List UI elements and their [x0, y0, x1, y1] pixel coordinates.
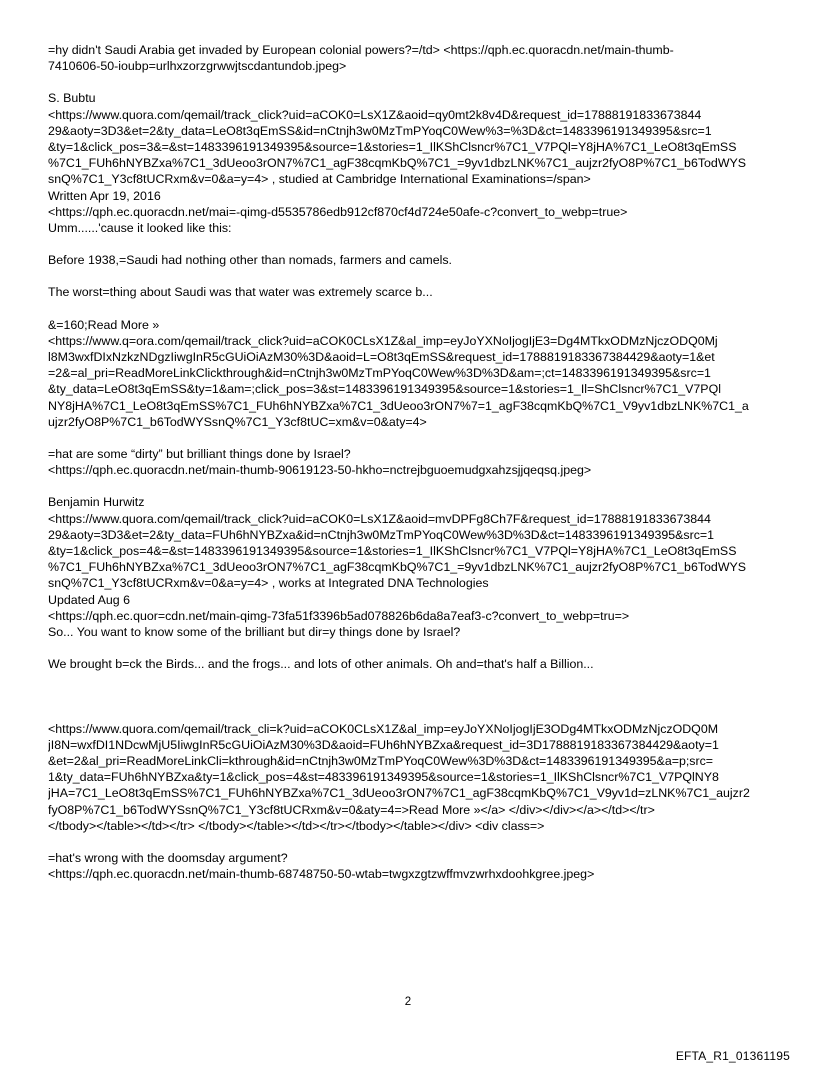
- html-residue-line: </tbody></table></td></tr> </tbody></table></td></tr></tbody></table></div> <div class=>: [48, 818, 545, 833]
- author-name: Benjamin Hurwitz: [48, 495, 145, 510]
- answer-text-line: So... You want to know some of the brilliant but dir=y things done by Israel?: [48, 625, 461, 640]
- tracking-url-line: &ty=1&click_pos=4&=&st=1483396191349395&source=1&stories=1_IlKShClsncr%7C1_V7PQl=Y8jHA%7C1_LeO8t3qEmSS: [48, 544, 737, 559]
- tracking-url-line: jI8N=wxfDI1NDcwMjU5IiwgInR5cGUiOiAzM30%3D&aoid=FUh6hNYBZxa&request_id=3D1788819183367384429&aoty=1: [48, 737, 719, 752]
- question-2: [48, 446, 772, 478]
- answer-2-header: [48, 494, 772, 640]
- tracking-url-line: <https://www.q=ora.com/qemail/track_click?uid=aCOK0CLsX1Z&al_imp=eyJoYXNoIjogIjE3=Dg4MTkxODMzNjczODQ0Mj: [48, 333, 718, 348]
- author-credential: snQ%7C1_Y3cf8tUCRxm&v=0&a=y=4> , studied at Cambridge International Examinations=/span>: [48, 172, 591, 187]
- page-number: 2: [404, 996, 412, 1008]
- image-url-line: <https://qph.ec.quoracdn.net/main-thumb-68748750-50-wtab=twgxzgtzwffmvzwrhxdoohkgree.jpeg>: [48, 867, 595, 882]
- author-credential: snQ%7C1_Y3cf8tUCRxm&v=0&a=y=4> , works at Integrated DNA Technologies: [48, 576, 489, 591]
- read-more-html-line[interactable]: fyO8P%7C1_b6TodWYSsnQ%7C1_Y3cf8tUCRxm&v=0&aty=4=>Read More »</a> </div></div></a></td></tr>: [48, 802, 655, 817]
- question-1-line: 7410606-50-ioubp=urlhxzorzgrwwjtscdantundob.jpeg>: [48, 59, 347, 74]
- tracking-url-line: ujzr2fyO8P%7C1_b6TodWYSsnQ%7C1_Y3cf8tUC=xm&v=0&aty=4>: [48, 414, 427, 429]
- tracking-url-line: jHA=7C1_LeO8t3qEmSS%7C1_FUh6hNYBZxa%7C1_3dUeoo3rON7%7C1_agF38cqmKbQ%7C1_V9yv1d=zLNK%7C1_aujzr2: [48, 786, 750, 801]
- tracking-url-line: &et=2&al_pri=ReadMoreLinkCli=kthrough&id=nCtnjh3w0MzTmPYoqC0Wew%3D%3D&ct=1483396191349395&a=p;src=: [48, 753, 714, 768]
- image-url-line: <https://qph.ec.quoracdn.net/mai=-qimg-d5535786edb912cf870cf4d724e50afe-c?convert_to_webp=true>: [48, 204, 628, 219]
- tracking-url-line: 29&aoty=3D3&et=2&ty_data=LeO8t3qEmSS&id=nCtnjh3w0MzTmPYoqC0Wew%3=%3D&ct=1483396191349395&src=1: [48, 123, 712, 138]
- answer-date: Written Apr 19, 2016: [48, 188, 161, 203]
- answer-1-paragraph: [48, 284, 772, 300]
- read-more-label[interactable]: &=160;Read More »: [48, 317, 160, 332]
- tracking-url-line: 1&ty_data=FUh6hNYBZxa&ty=1&click_pos=4&st=483396191349395&source=1&stories=1_IlKShClsncr%7C1_V7PQlNY8: [48, 770, 719, 785]
- tracking-url-line: =2&=al_pri=ReadMoreLinkClickthrough&id=nCtnjh3w0MzTmPYoqC0Wew%3D%3D&am=;ct=1483396191349395&src=1: [48, 366, 711, 381]
- read-more-link-1: [48, 317, 772, 430]
- tracking-url-line: %7C1_FUh6hNYBZxa%7C1_3dUeoo3rON7%7C1_agF38cqmKbQ%7C1_=9yv1dbzLNK%7C1_aujzr2fyO8P%7C1_b6TodWYS: [48, 560, 747, 575]
- tracking-url-line: <https://www.quora.com/qemail/track_cli=k?uid=aCOK0CLsX1Z&al_imp=eyJoYXNoIjogIjE3ODg4MTkxODMzNjczODQ0M: [48, 721, 719, 736]
- tracking-url-line: l8M3wxfDIxNzkzNDgzIiwgInR5cGUiOiAzM30%3D&aoid=L=O8t3qEmSS&request_id=1788819183367384429&aoty=1&et: [48, 350, 715, 365]
- answer-text-line: Umm......'cause it looked like this:: [48, 221, 232, 236]
- question-1-line: =hy didn't Saudi Arabia get invaded by European colonial powers?=/td> <https://qph.ec.quoracdn.net/main-thumb-: [48, 43, 674, 57]
- answer-1-header: [48, 90, 772, 236]
- question-3: [48, 850, 772, 882]
- email-document-body: [48, 42, 772, 882]
- image-url-line: <https://qph.ec.quor=cdn.net/main-qimg-73fa51f3396b5ad078826b6da8a7eaf3-c?convert_to_webp=tru=>: [48, 608, 630, 623]
- answer-text-line: The worst=thing about Saudi was that water was extremely scarce b...: [48, 285, 433, 300]
- tracking-url-line: <https://www.quora.com/qemail/track_click?uid=aCOK0=LsX1Z&aoid=mvDPFg8Ch7F&request_id=17888191833673844: [48, 511, 711, 526]
- bates-stamp: EFTA_R1_01361195: [675, 1049, 790, 1063]
- tracking-url-line: &ty_data=LeO8t3qEmSS&ty=1&am=;click_pos=3&st=1483396191349395&source=1&stories=1_Il=ShClsncr%7C1_V7PQl: [48, 382, 721, 397]
- answer-text-line: We brought b=ck the Birds... and the frogs... and lots of other animals. Oh and=that's half a Billion...: [48, 657, 594, 672]
- question-3-line: =hat's wrong with the doomsday argument?: [48, 850, 288, 865]
- answer-date: Updated Aug 6: [48, 592, 130, 607]
- question-1: [48, 42, 772, 74]
- blank-spacer: [48, 689, 772, 721]
- author-name: S. Bubtu: [48, 91, 96, 106]
- tracking-url-line: <https://www.quora.com/qemail/track_click?uid=aCOK0=LsX1Z&aoid=qy0mt2k8v4D&request_id=17888191833673844: [48, 107, 702, 122]
- tracking-url-line: %7C1_FUh6hNYBZxa%7C1_3dUeoo3rON7%7C1_agF38cqmKbQ%7C1_=9yv1dbzLNK%7C1_aujzr2fyO8P%7C1_b6TodWYS: [48, 156, 747, 171]
- tracking-url-line: NY8jHA%7C1_LeO8t3qEmSS%7C1_FUh6hNYBZxa%7C1_3dUeoo3rON7%7=1_agF38cqmKbQ%7C1_V9yv1dbzLNK%7C1_a: [48, 398, 749, 413]
- answer-1-paragraph: [48, 252, 772, 268]
- read-more-link-2: [48, 721, 772, 834]
- tracking-url-line: 29&aoty=3D3&et=2&ty_data=FUh6hNYBZxa&id=nCtnjh3w0MzTmPYoqC0Wew%3D%3D&ct=1483396191349395&src=1: [48, 527, 715, 542]
- image-url-line: <https://qph.ec.quoracdn.net/main-thumb-90619123-50-hkho=nctrejbguoemudgxahzsjjqeqsq.jpeg>: [48, 463, 592, 478]
- answer-text-line: Before 1938,=Saudi had nothing other than nomads, farmers and camels.: [48, 253, 452, 268]
- answer-2-paragraph: [48, 656, 772, 672]
- question-2-line: =hat are some “dirty” but brilliant things done by Israel?: [48, 447, 351, 462]
- tracking-url-line: &ty=1&click_pos=3&=&st=1483396191349395&source=1&stories=1_IlKShClsncr%7C1_V7PQl=Y8jHA%7C1_LeO8t3qEmSS: [48, 140, 737, 155]
